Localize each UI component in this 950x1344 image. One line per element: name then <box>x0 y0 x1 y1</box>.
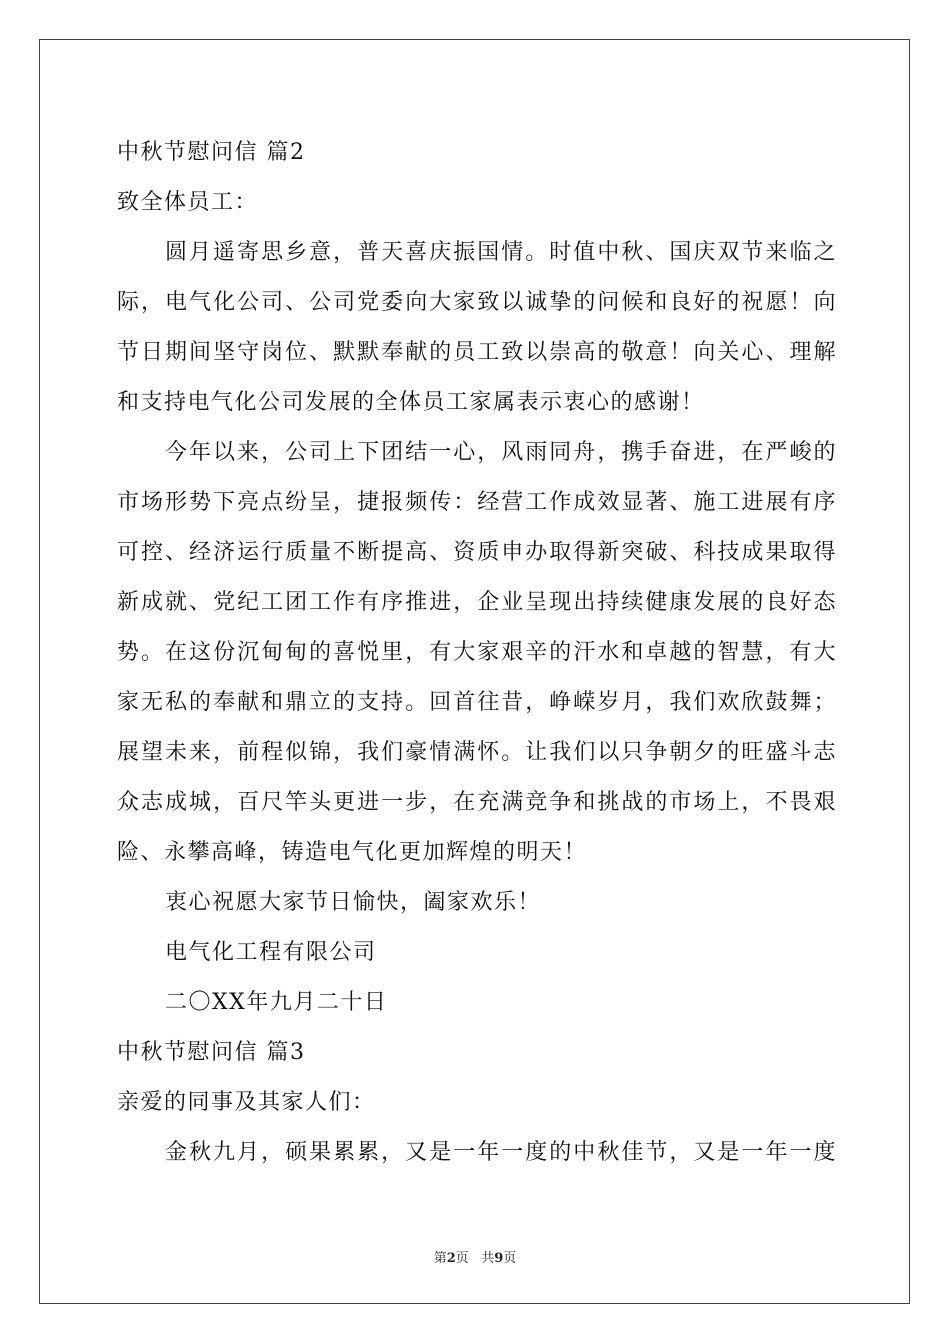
closing-wish: 衷心祝愿大家节日愉快，阖家欢乐！ <box>165 890 542 915</box>
paragraph-line: 圆月遥寄思乡意，普天喜庆振国情。时值中秋、国庆双节来临之 <box>165 240 837 265</box>
paragraph-line: 际，电气化公司、公司党委向大家致以诚挚的问候和良好的祝愿！向 <box>117 290 837 315</box>
salutation: 致全体员工： <box>117 190 259 215</box>
total-prefix: 共 <box>481 1251 495 1266</box>
paragraph-line: 金秋九月，硕果累累，又是一年一度的中秋佳节，又是一年一度 <box>165 1140 837 1165</box>
paragraph-line: 势。在这份沉甸甸的喜悦里，有大家艰辛的汗水和卓越的智慧，有大 <box>117 640 837 665</box>
paragraph-line: 展望未来，前程似锦，我们豪情满怀。让我们以只争朝夕的旺盛斗志 <box>117 740 837 765</box>
document-body <box>117 128 837 1178</box>
paragraph-line: 可控、经济运行质量不断提高、资质申办取得新突破、科技成果取得 <box>117 540 837 565</box>
signature-company: 电气化工程有限公司 <box>165 940 377 965</box>
paragraph-line: 众志成城，百尺竿头更进一步，在充满竞争和挑战的市场上，不畏艰 <box>117 790 837 815</box>
page-footer <box>0 1247 950 1266</box>
paragraph-line: 新成就、党纪工团工作有序推进，企业呈现出持续健康发展的良好态 <box>117 590 837 615</box>
section-title-3: 中秋节慰问信 篇3 <box>117 1040 306 1065</box>
page-prefix: 第 <box>433 1251 447 1266</box>
salutation: 亲爱的同事及其家人们： <box>117 1090 376 1115</box>
paragraph-line: 和支持电气化公司发展的全体员工家属表示衷心的感谢！ <box>117 390 705 415</box>
page-number: 2 <box>446 1251 456 1266</box>
total-pages: 9 <box>494 1251 504 1266</box>
paragraph-line: 节日期间坚守岗位、默默奉献的员工致以崇高的敬意！向关心、理解 <box>117 340 837 365</box>
paragraph-line: 险、永攀高峰，铸造电气化更加辉煌的明天！ <box>117 840 588 865</box>
page-suffix: 页 <box>455 1251 469 1266</box>
paragraph-line: 家无私的奉献和鼎立的支持。回首往昔，峥嵘岁月，我们欢欣鼓舞； <box>117 690 837 715</box>
section-title-2: 中秋节慰问信 篇2 <box>117 140 306 165</box>
paragraph-line: 今年以来，公司上下团结一心，风雨同舟，携手奋进，在严峻的 <box>165 440 837 465</box>
paragraph-line: 市场形势下亮点纷呈，捷报频传：经营工作成效显著、施工进展有序 <box>117 490 837 515</box>
signature-date: 二〇XX年九月二十日 <box>165 990 388 1015</box>
total-suffix: 页 <box>503 1251 517 1266</box>
